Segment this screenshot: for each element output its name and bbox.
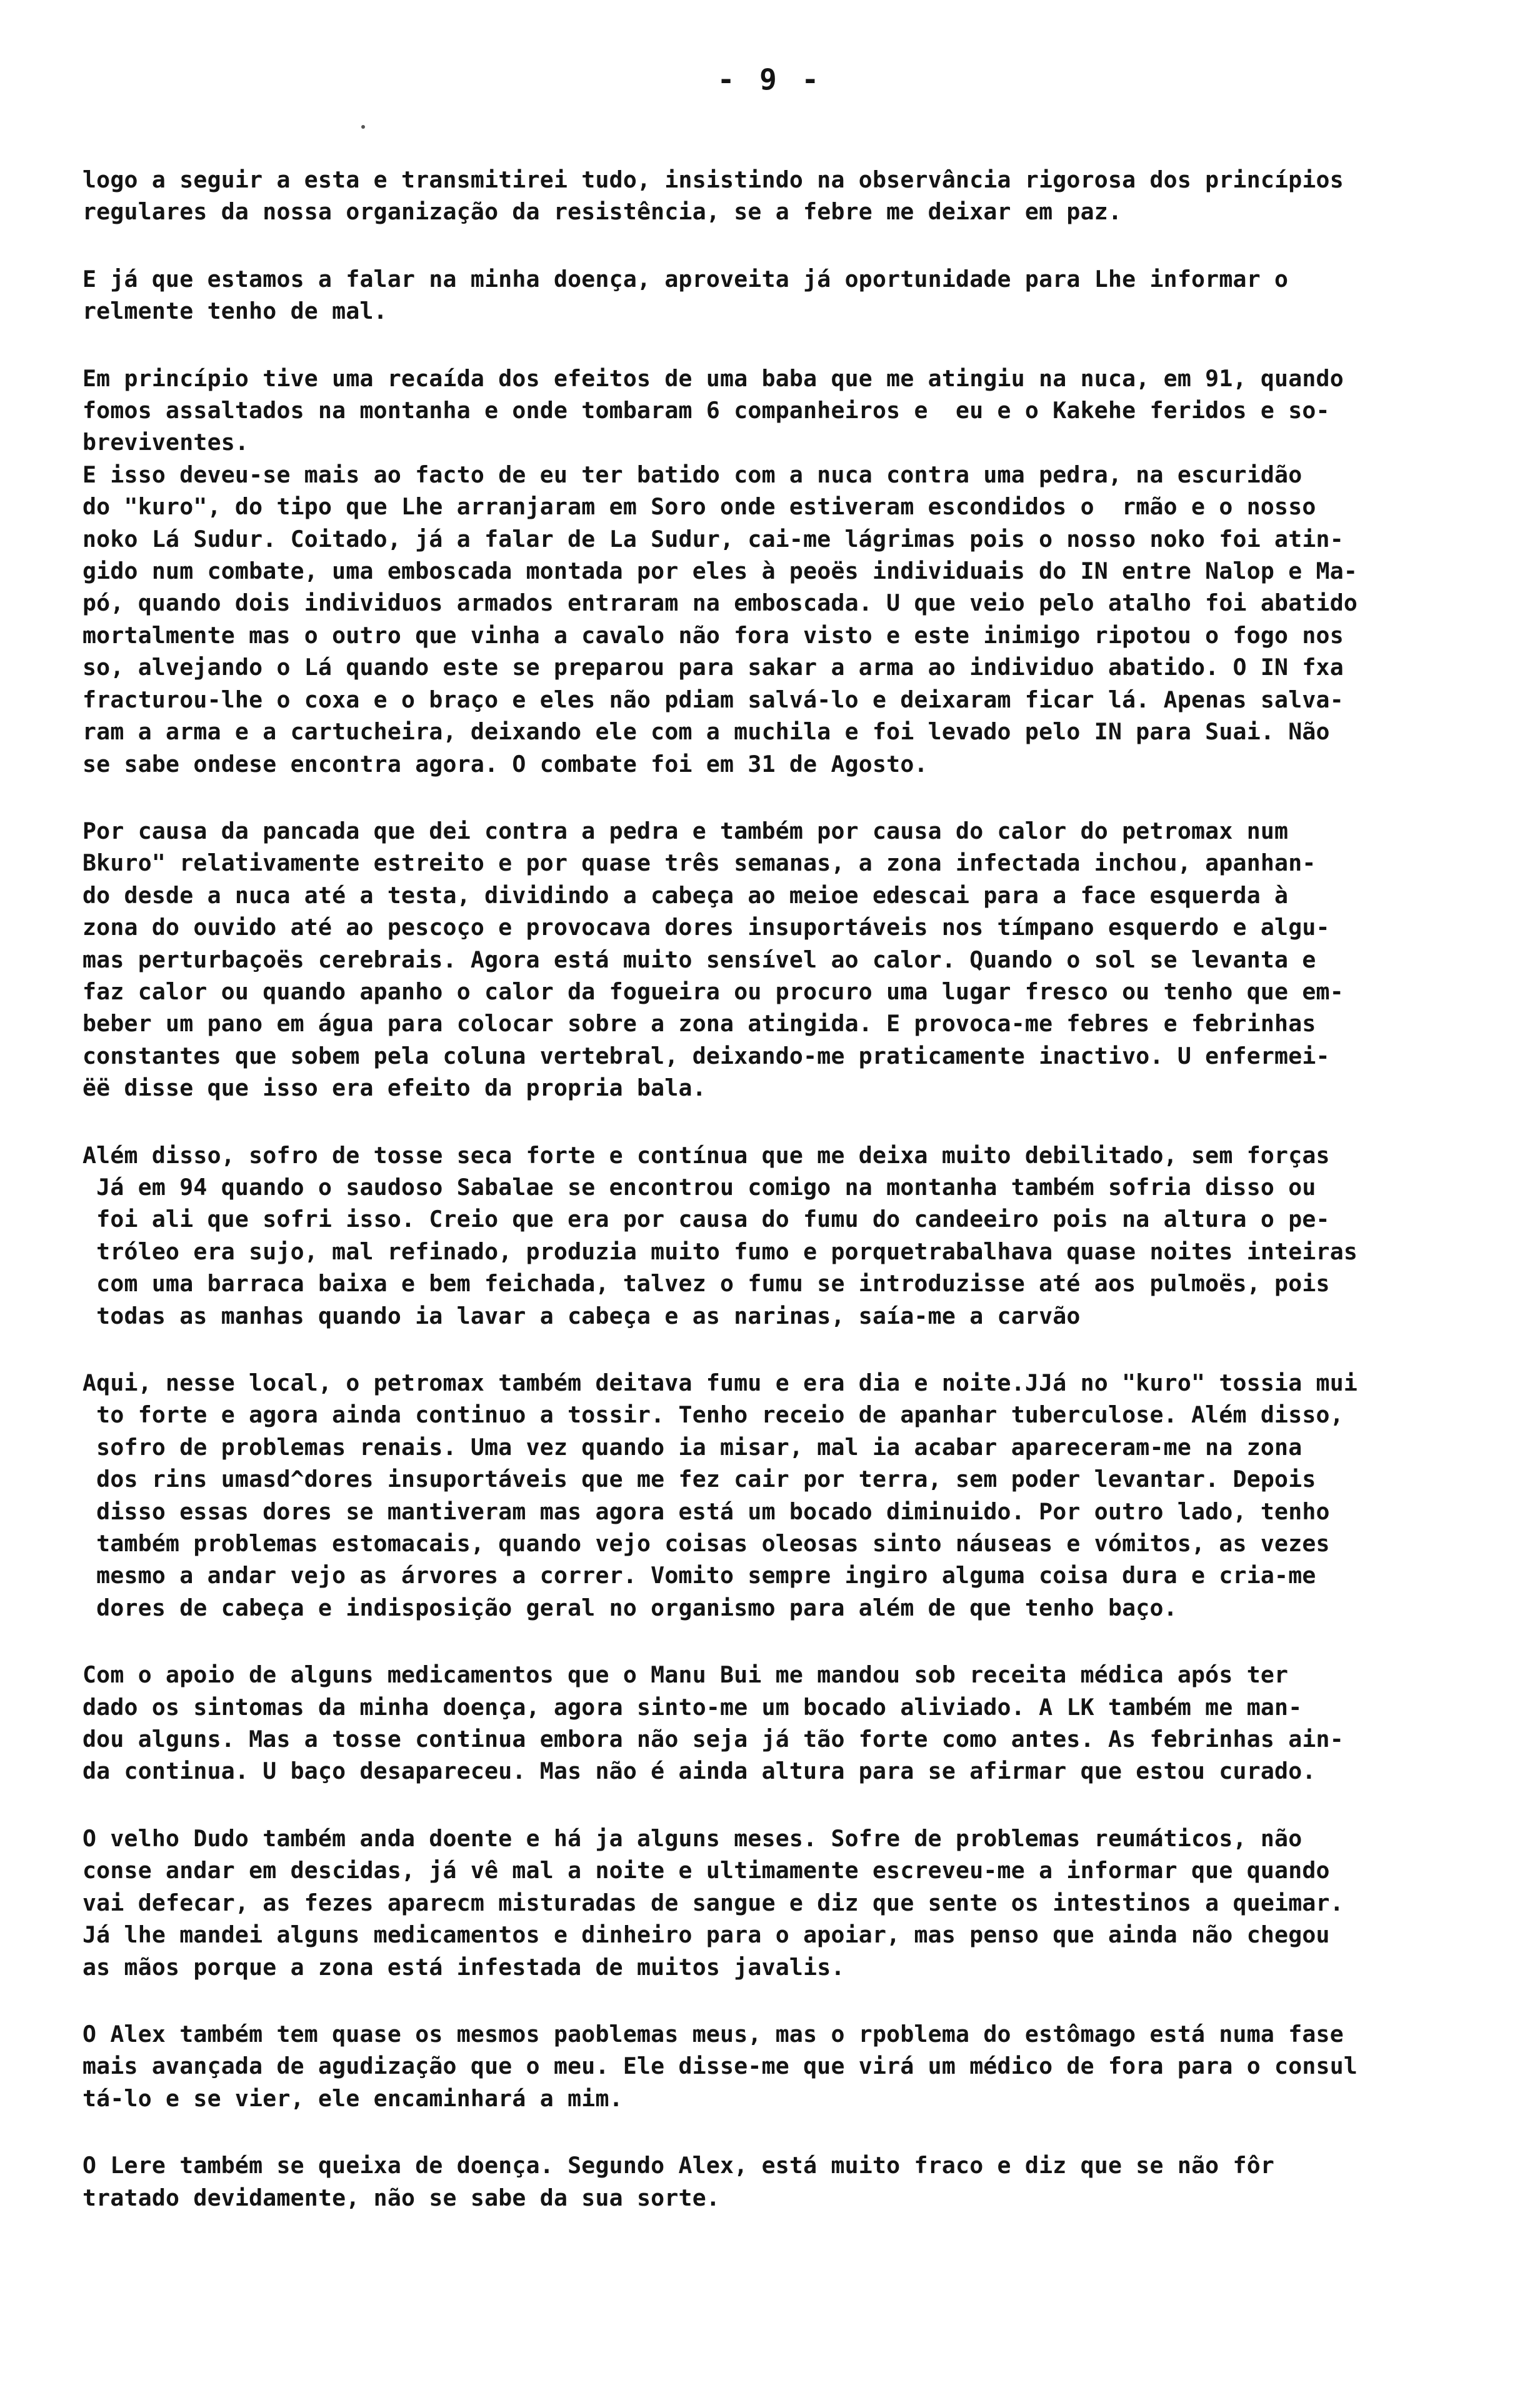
paragraph xyxy=(82,1659,1476,1788)
text-line: beber um pano em água para colocar sobre a zona atingida. E provoca-me febres e febrinhas xyxy=(82,1010,1316,1038)
text-line: Em princípio tive uma recaída dos efeitos de uma baba que me atingiu na nuca, em 91, quando xyxy=(82,364,1344,392)
text-line: conse andar em descidas, já vê mal a noite e ultimamente escreveu-me a informar que quando xyxy=(82,1857,1330,1884)
paragraph xyxy=(82,263,1476,328)
text-line: to forte e agora ainda continuo a tossir. Tenho receio de apanhar tuberculose. Além disso, xyxy=(82,1401,1344,1429)
stray-mark xyxy=(361,125,365,129)
text-line: pó, quando dois individuos armados entraram na emboscada. U que veio pelo atalho foi abatido xyxy=(82,589,1358,617)
text-line: disso essas dores se mantiveram mas agora está um bocado diminuido. Por outro lado, tenho xyxy=(82,1498,1330,1525)
text-line: dou alguns. Mas a tosse continua embora não seja já tão forte como antes. As febrinhas ain- xyxy=(82,1726,1344,1753)
text-line: com uma barraca baixa e bem feichada, talvez o fumu se introduzisse até aos pulmoës, pois xyxy=(82,1270,1330,1298)
paragraph xyxy=(82,815,1476,1104)
text-line: sofro de problemas renais. Uma vez quando ia misar, mal ia acabar apareceram-me na zona xyxy=(82,1433,1302,1461)
text-line: O Lere também se queixa de doença. Segundo Alex, está muito fraco e diz que se não fôr xyxy=(82,2152,1275,2179)
text-line: Já lhe mandei alguns medicamentos e dinheiro para o apoiar, mas penso que ainda não chegou xyxy=(82,1921,1330,1949)
text-line: O Alex também tem quase os mesmos paoblemas meus, mas o rpoblema do estômago está numa fase xyxy=(82,2020,1344,2048)
text-line: dos rins umasd^dores insuportáveis que me fez cair por terra, sem poder levantar. Depois xyxy=(82,1466,1316,1493)
text-line: também problemas estomacais, quando vejo coisas oleosas sinto náuseas e vómitos, as vezes xyxy=(82,1530,1330,1558)
text-line: tá-lo e se vier, ele encaminhará a mim. xyxy=(82,2084,623,2112)
text-line: ram a arma e a cartucheira, deixando ele com a muchila e foi levado pelo IN para Suai. Não xyxy=(82,718,1330,746)
text-line: todas as manhas quando ia lavar a cabeça e as narinas, saía-me a carvão xyxy=(82,1302,1081,1329)
text-line: logo a seguir a esta e transmitirei tudo, insistindo na observância rigorosa dos princípios xyxy=(82,166,1344,193)
text-line: fomos assaltados na montanha e onde tombaram 6 companheiros e eu e o Kakehe feridos e so- xyxy=(82,397,1330,424)
text-line: Bkuro" relativamente estreito e por quase três semanas, a zona infectada inchou, apanhan- xyxy=(82,849,1316,877)
paragraph xyxy=(82,1822,1476,1983)
text-line: do desde a nuca até a testa, dividindo a cabeça ao meioe edescai para a face esquerda à xyxy=(82,881,1289,909)
text-line: gido num combate, uma emboscada montada por eles à peoës individuais do IN entre Nalop e Ma- xyxy=(82,558,1358,585)
text-line: as mãos porque a zona está infestada de muitos javalis. xyxy=(82,1953,845,1981)
text-line: mesmo a andar vejo as árvores a correr. Vomito sempre ingiro alguma coisa dura e cria-me xyxy=(82,1562,1316,1589)
text-line: regulares da nossa organização da resistência, se a febre me deixar em paz. xyxy=(82,198,1122,226)
text-line: se sabe ondese encontra agora. O combate foi em 31 de Agosto. xyxy=(82,750,928,778)
text-line: Por causa da pancada que dei contra a pedra e também por causa do calor do petromax num xyxy=(82,817,1289,844)
text-line: da continua. U baço desapareceu. Mas não é ainda altura para se afirmar que estou curado. xyxy=(82,1758,1316,1785)
text-line: dores de cabeça e indisposição geral no organismo para além de que tenho baço. xyxy=(82,1594,1178,1621)
text-line: O velho Dudo também anda doente e há ja alguns meses. Sofre de problemas reumáticos, não xyxy=(82,1824,1302,1852)
text-line: E isso deveu-se mais ao facto de eu ter batido com a nuca contra uma pedra, na escuridão xyxy=(82,461,1302,488)
text-line: fracturou-lhe o coxa e o braço e eles não pdiam salvá-lo e deixaram ficar lá. Apenas salva- xyxy=(82,686,1344,713)
text-line: Aqui, nesse local, o petromax também deitava fumu e era dia e noite.JJá no "kuro" tossia mui xyxy=(82,1369,1358,1396)
text-line: noko Lá Sudur. Coitado, já a falar de La Sudur, cai-me lágrimas pois o nosso noko foi atin- xyxy=(82,525,1344,552)
paragraph xyxy=(82,362,1476,780)
paragraph xyxy=(82,1139,1476,1332)
text-line: Já em 94 quando o saudoso Sabalae se encontrou comigo na montanha também sofria disso ou xyxy=(82,1173,1316,1201)
text-line: E já que estamos a falar na minha doença, aproveita já oportunidade para Lhe informar o xyxy=(82,265,1289,292)
paragraph xyxy=(82,2018,1476,2114)
text-line: relmente tenho de mal. xyxy=(82,298,388,325)
text-line: foi ali que sofri isso. Creio que era por causa do fumu do candeeiro pois na altura o pe- xyxy=(82,1206,1330,1233)
text-line: Com o apoio de alguns medicamentos que o Manu Bui me mandou sob receita médica após ter xyxy=(82,1661,1289,1689)
page-number: - 9 - xyxy=(717,62,823,96)
paragraph xyxy=(82,2149,1476,2214)
text-line: vai defecar, as fezes aparecm misturadas de sangue e diz que sente os intestinos a queimar. xyxy=(82,1889,1344,1916)
text-line: tróleo era sujo, mal refinado, produzia muito fumo e porquetrabalhava quase noites inteiras xyxy=(82,1238,1358,1265)
text-line: mais avançada de agudização que o meu. Ele disse-me que virá um médico de fora para o consul xyxy=(82,2052,1358,2080)
text-line: ëë disse que isso era efeito da propria bala. xyxy=(82,1074,706,1102)
text-line: tratado devidamente, não se sabe da sua sorte. xyxy=(82,2184,721,2211)
text-line: zona do ouvido até ao pescoço e provocava dores insuportáveis nos tímpano esquerdo e algu- xyxy=(82,914,1330,941)
text-line: faz calor ou quando apanho o calor da fogueira ou procuro uma lugar fresco ou tenho que em- xyxy=(82,978,1344,1005)
document-body xyxy=(82,164,1476,2249)
text-line: mas perturbaçoës cerebrais. Agora está muito sensível ao calor. Quando o sol se levanta e xyxy=(82,946,1316,973)
text-line: do "kuro", do tipo que Lhe arranjaram em Soro onde estiveram escondidos o rmão e o nosso xyxy=(82,493,1316,521)
text-line: so, alvejando o Lá quando este se preparou para sakar a arma ao individuo abatido. O IN fxa xyxy=(82,654,1344,681)
text-line: dado os sintomas da minha doença, agora sinto-me um bocado aliviado. A LK também me man- xyxy=(82,1693,1302,1721)
text-line: breviventes. xyxy=(82,429,249,456)
text-line: Além disso, sofro de tosse seca forte e contínua que me deixa muito debilitado, sem forças xyxy=(82,1141,1330,1169)
text-line: mortalmente mas o outro que vinha a cavalo não fora visto e este inimigo ripotou o fogo nos xyxy=(82,621,1344,649)
paragraph xyxy=(82,164,1476,228)
paragraph xyxy=(82,1367,1476,1624)
text-line: constantes que sobem pela coluna vertebral, deixando-me praticamente inactivo. U enfermei- xyxy=(82,1042,1330,1069)
